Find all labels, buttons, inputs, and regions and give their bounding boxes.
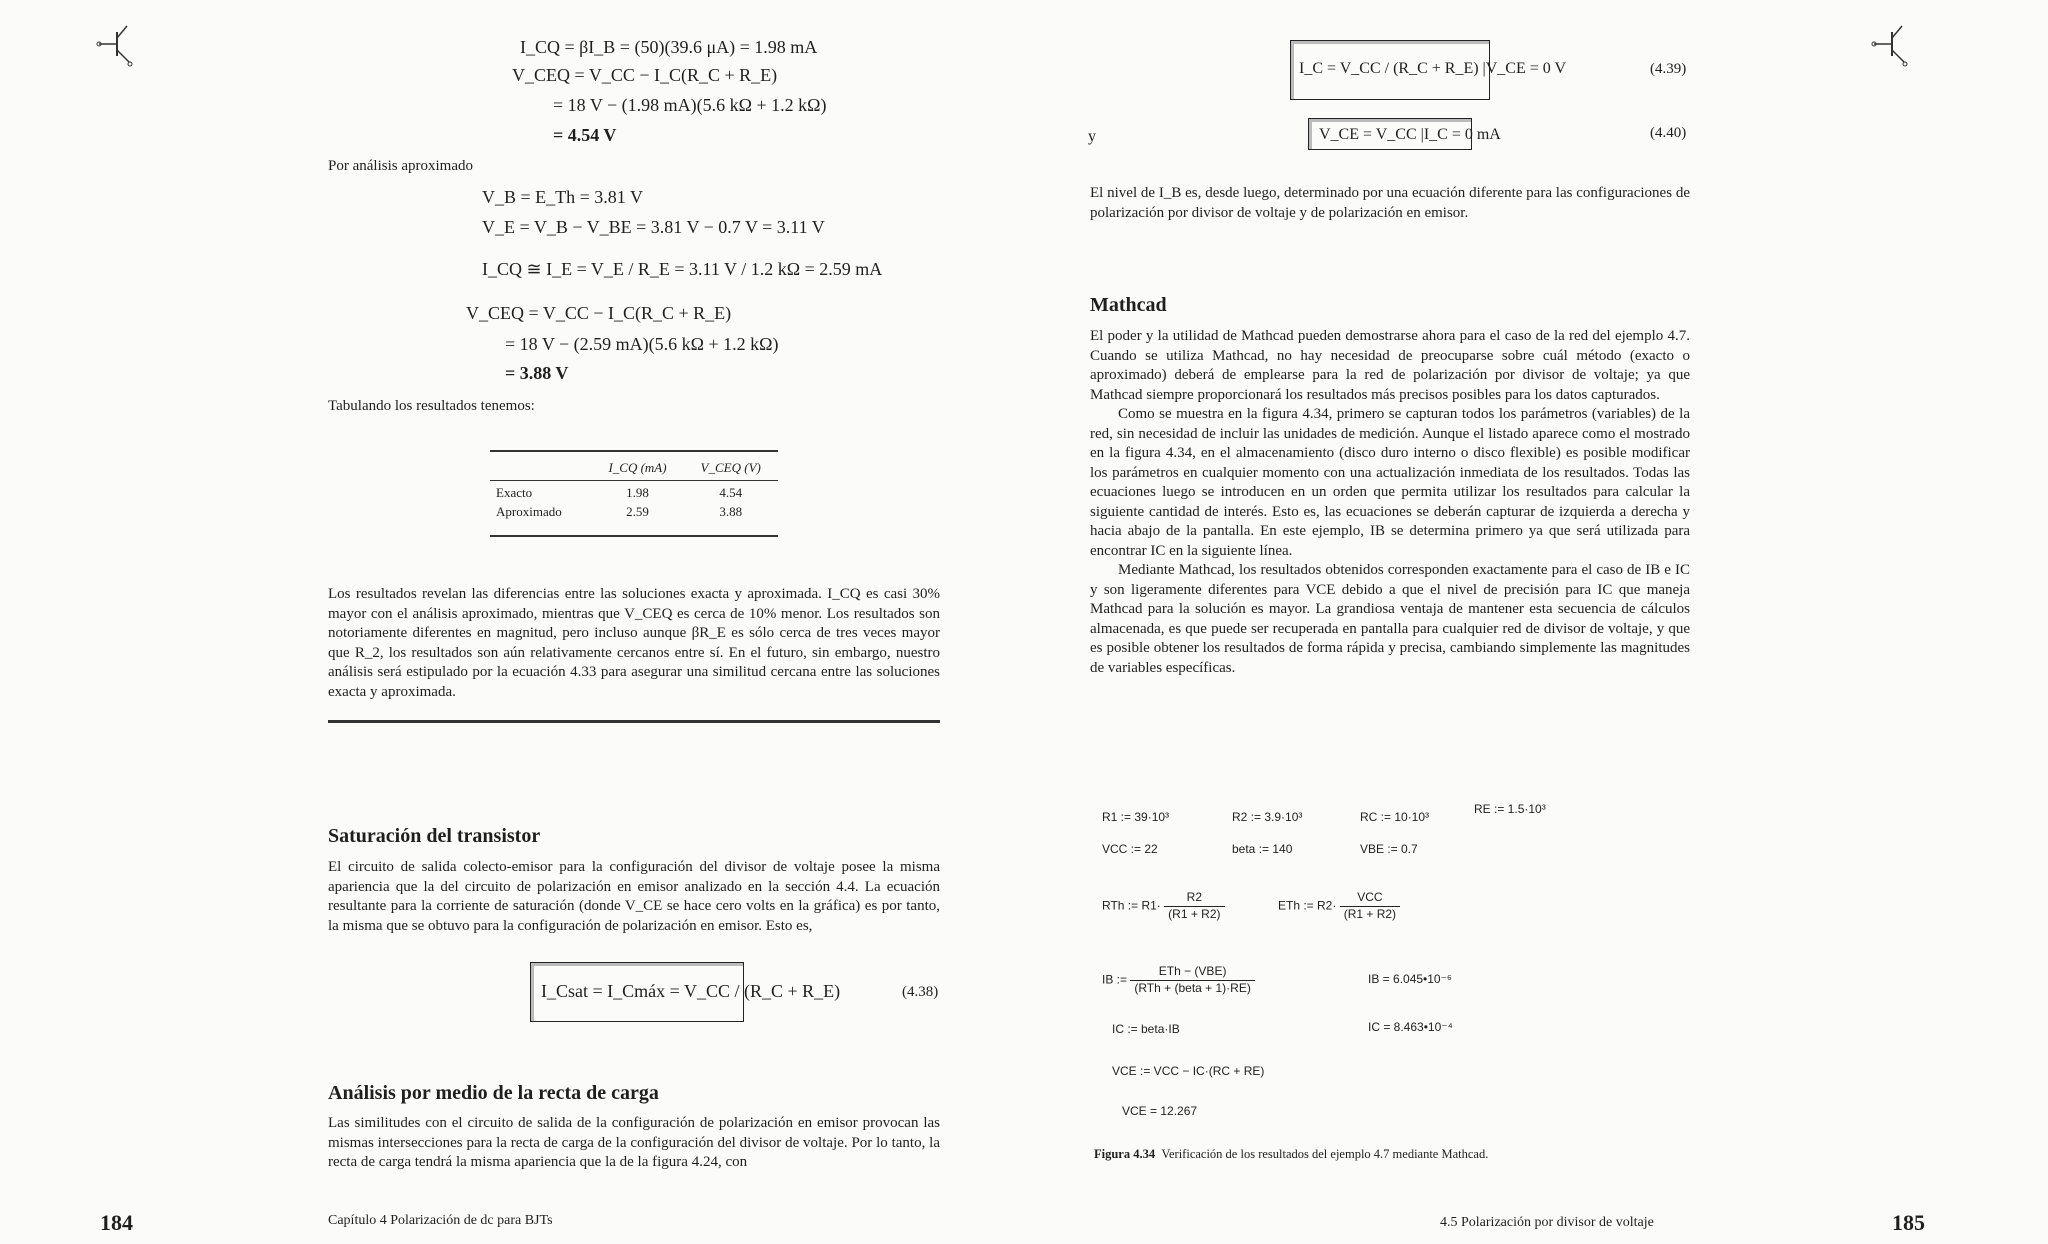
equation-440-box [1308,118,1501,150]
table-cell: Aproximado [496,504,562,520]
table-header-vceq: V_CEQ (V) [700,460,761,475]
mc-vce-result: VCE = 12.267 [1122,1104,1198,1118]
figure-caption [1094,1146,1488,1163]
results-table [490,458,778,521]
eq-vceq-exact-sub: = 18 V − (1.98 mA)(5.6 kΩ + 1.2 kΩ) [553,95,827,115]
saturation-paragraph: El circuito de salida colecto-emisor para la configuración del divisor de voltaje posee la misma apariencia que la del circuito de polarización en emisor analizado en la sección 4.4. La ecuación resultante para la corriente de saturación (donde V_CE se hace cero volts en la gráfica) es por tanto, la misma que se obtuvo para la configuración de polarización en emisor. Esto es, [328,859,940,934]
eq-vb: V_B = E_Th = 3.81 V [482,187,643,207]
mc-r2: R2 := 3.9·10³ [1232,810,1303,824]
eq-vceq-exact-result: = 4.54 V [553,125,617,145]
table-header-row [490,458,778,477]
y-label: y [1088,128,1096,145]
table-cell: Exacto [496,485,533,501]
mc-vce-def: VCE := VCC − IC·(RC + RE) [1112,1064,1265,1078]
load-line-heading: Análisis por medio de la recta de carga [328,1082,659,1104]
eq-icq-approx: I_CQ ≅ I_E = V_E / R_E = 3.11 V / 1.2 kΩ = 2.59 mA [482,259,883,279]
mc-rth-num: R2 [1164,890,1224,907]
table-cell: 2.59 [626,504,649,520]
mc-r1: R1 := 39·10³ [1102,810,1170,824]
load-line-paragraph: Las similitudes con el circuito de salida de la configuración de polarización en emisor provocan las mismas intersecciones para la recta de carga de la configuración del divisor de voltaje. Por lo tanto, la recta de carga tendrá la misma apariencia que la de la figura 4.24, con [328,1115,940,1170]
section-divider [328,720,940,723]
tabulating-label: Tabulando los resultados tenemos: [328,398,535,414]
equation-439: I_C = V_CC / (R_C + R_E) |V_CE = 0 V [1299,60,1567,77]
mc-ib-lhs: IB := [1102,972,1128,987]
page-number-right: 185 [1892,1210,1925,1235]
mc-eth-lhs: ETh := R2· [1278,898,1337,913]
table-header-icq: I_CQ (mA) [608,460,667,475]
equation-438-number: (4.38) [902,984,939,1000]
mathcad-paragraph-3: Mediante Mathcad, los resultados obtenidos corresponden exactamente para el caso de IB e IC y son ligeramente diferentes para VCE debido a que el nivel de precisión para IC que maneja Mathcad para la solución es mayor. La grandiosa ventaja de mantener esta secuencia de cálculos almacenada, es que puede ser recuperada en pantalla para cualquier red de divisor de voltaje, y que es posible obtener los resultados de forma rápida y precisa, cambiando simplemente las magnitudes de variables específicas. [1090,562,1690,676]
mathcad-paragraphs [1090,327,1690,678]
mc-ib-den: (RTh + (beta + 1)·RE) [1134,980,1251,995]
equation-439-box [1290,40,1567,100]
approx-label: Por análisis aproximado [328,158,473,174]
mc-rth-fraction [1164,890,1224,923]
mc-ib-num: ETh − (VBE) [1130,964,1254,981]
equation-440: V_CE = V_CC |I_C = 0 mA [1319,126,1501,143]
mc-eth-den: (R1 + R2) [1343,906,1397,921]
eq-vceq-exact-def: V_CEQ = V_CC − I_C(R_C + R_E) [512,65,778,85]
table-rule-top [490,450,778,452]
footer-right: 4.5 Polarización por divisor de voltaje [1440,1215,1654,1230]
saturation-heading: Saturación del transistor [328,825,541,847]
eq-ve: V_E = V_B − V_BE = 3.81 V − 0.7 V = 3.11 V [482,217,825,237]
eq-vceq-approx-def: V_CEQ = V_CC − I_C(R_C + R_E) [466,303,732,323]
mc-rc: RC := 10·10³ [1360,810,1430,824]
mc-eth [1278,890,1400,923]
table-cell: 3.88 [719,504,743,520]
table-cell: 4.54 [719,485,743,501]
table-cell: 1.98 [626,485,649,501]
transistor-corner-icon-left [95,22,145,72]
mc-re: RE := 1.5·10³ [1474,802,1546,816]
equation-438-box [530,962,841,1022]
mc-ib-result: IB = 6.045•10⁻⁶ [1368,972,1452,986]
figure-caption-text: Verificación de los resultados del ejemplo 4.7 mediante Mathcad. [1161,1147,1489,1161]
mc-rth-den: (R1 + R2) [1168,906,1221,921]
mc-ib-fraction [1130,964,1254,997]
page-number-left: 184 [100,1210,133,1235]
mc-eth-num: VCC [1340,890,1400,907]
mc-eth-fraction [1340,890,1400,923]
mc-rth [1102,890,1225,923]
mc-ic-def: IC := beta·IB [1112,1022,1180,1036]
table-row [490,502,778,521]
mathcad-paragraph-1: El poder y la utilidad de Mathcad pueden demostrarse ahora para el caso de la red del ejemplo 4.7. Cuando se utiliza Mathcad, no hay necesidad de preocuparse sobre cuál método (exacto o aproximado) deberá de emplearse para la red de polarización por divisor de voltaje; ya que Mathcad siempre proporcionará los resultados más precisos posibles para los datos capturados. [1090,328,1690,403]
mc-vbe: VBE := 0.7 [1360,842,1418,856]
figure-label: Figura 4.34 [1094,1147,1156,1161]
mc-ic-result: IC = 8.463•10⁻⁴ [1368,1020,1453,1034]
mc-rth-lhs: RTh := R1· [1102,898,1161,913]
mathcad-heading: Mathcad [1090,294,1167,316]
table-rule-bottom [490,535,778,537]
mathcad-paragraph-2: Como se muestra en la figura 4.34, primero se capturan todos los parámetros (variables) de la red, sin necesidad de incluir las unidades de medición. Aunque el listado aparece como el mostrado en la figura 4.34, en el almacenamiento (disco duro interno o disco flexible) es posible modificar los parámetros en cualquier momento con una actualización inmediata de los resultados. Todas las ecuaciones luego se introducen en un orden que permita utilizar los resultados para calcular la siguiente cantidad de interés. Esto es, las ecuaciones se deberán capturar de izquierda a derecha y hacia abajo de la pantalla. En este ejemplo, IB se determina primero ya que será utilizada para encontrar IC en la siguiente línea. [1090,406,1690,559]
equation-439-number: (4.39) [1650,61,1687,77]
results-paragraph: Los resultados revelan las diferencias entre las soluciones exacta y aproximada. I_CQ es casi 30% mayor con el análisis aproximado, mientras que V_CEQ es cerca de 10% menor. Los resultados son notoriamente diferentes en magnitud, pero incluso aunque βR_E es sólo cerca de tres veces mayor que R_2, los resultados son aún relativamente cercanos entre sí. En el futuro, sin embargo, nuestro análisis será estipulado por la ecuación 4.33 para asegurar una similitud cercana entre las soluciones exacta y aproximada. [328,586,940,700]
footer-left: Capítulo 4 Polarización de dc para BJTs [328,1213,553,1228]
ib-paragraph: El nivel de I_B es, desde luego, determinado por una ecuación diferente para las configuraciones de polarización por divisor de voltaje y de polarización en emisor. [1090,185,1690,221]
eq-vceq-approx-sub: = 18 V − (2.59 mA)(5.6 kΩ + 1.2 kΩ) [505,334,779,354]
mc-beta: beta := 140 [1232,842,1293,856]
table-row [490,483,778,502]
transistor-corner-icon-right [1870,22,1920,72]
mc-vcc: VCC := 22 [1102,842,1158,856]
equation-440-number: (4.40) [1650,125,1687,141]
mc-ib [1102,964,1255,997]
eq-icq-exact: I_CQ = βI_B = (50)(39.6 μA) = 1.98 mA [520,37,818,57]
table-header-blank [490,458,592,477]
equation-438: I_Csat = I_Cmáx = V_CC / (R_C + R_E) [541,981,841,1001]
eq-vceq-approx-result: = 3.88 V [505,363,569,383]
